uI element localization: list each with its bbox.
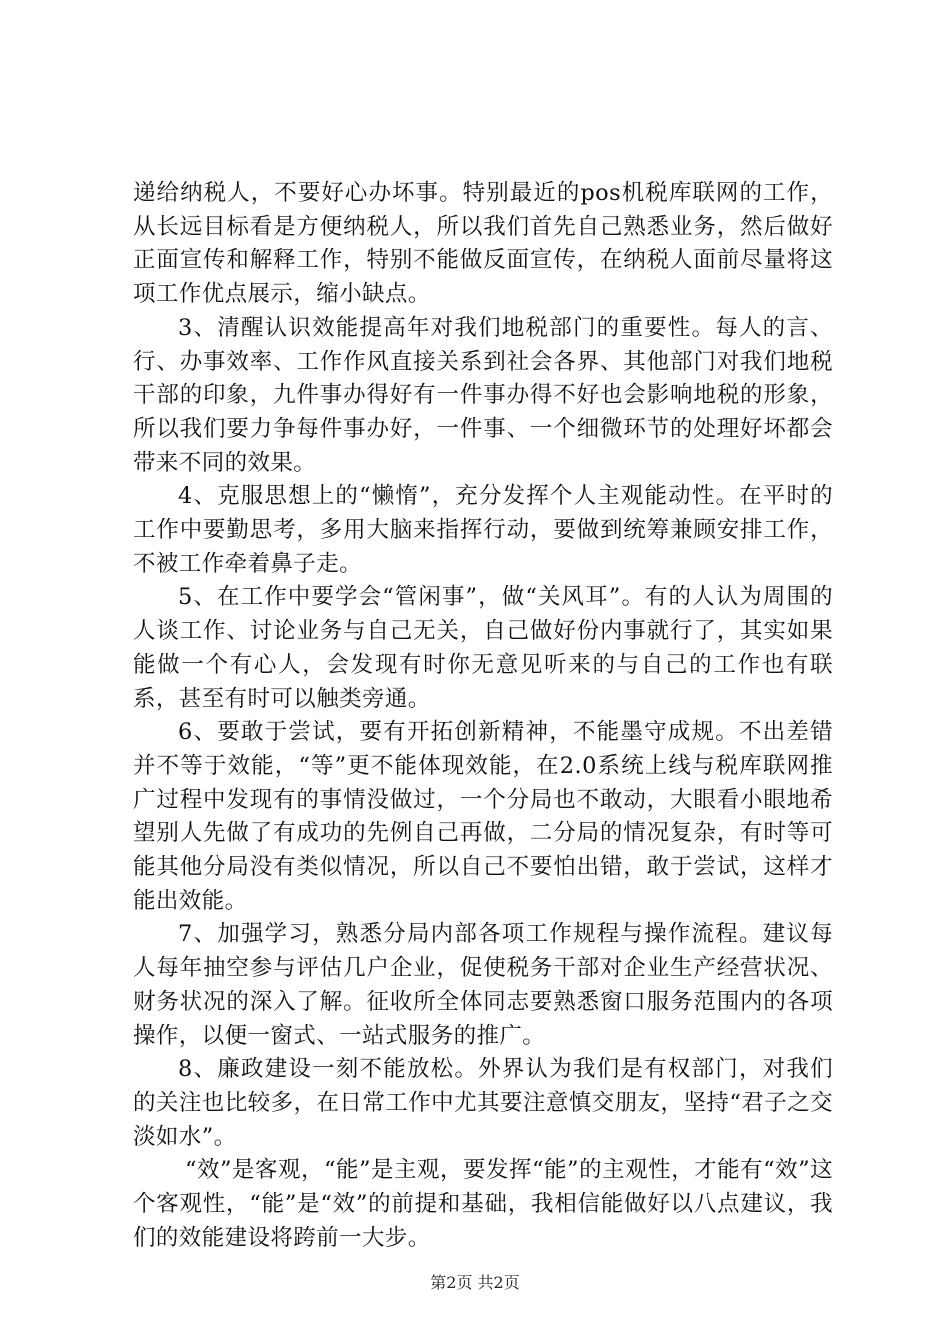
paragraph-continuation: 递给纳税人，不要好心办坏事。特别最近的pos机税库联网的工作，从长远目标看是方便纳税人，所以我们首先自己熟悉业务，然后做好正面宣传和解释工作，特别不能做反面宣传，在纳税人面前尽量将这项工作优点展示，缩小缺点。 [133,180,833,308]
paragraph-item-5: 5、在工作中要学会“管闲事”，做“关风耳”。有的人认为周围的人谈工作、讨论业务与自己无关，自己做好份内事就行了，其实如果能做一个有心人，会发现有时你无意见听来的与自己的工作也有联系，甚至有时可以触类旁通。 [133,584,833,712]
page-footer: 第2页 共2页 [430,1273,520,1292]
paragraph-item-6: 6、要敢于尝试，要有开拓创新精神，不能墨守成规。不出差错并不等于效能，“等”更不能体现效能，在2.0系统上线与税库联网推广过程中发现有的事情没做过，一个分局也不敢动，大眼看小眼地希望别人先做了有成功的先例自己再做，二分局的情况复杂，有时等可能其他分局没有类似情况，所以自己不要怕出错，敢于尝试，这样才能出效能。 [133,719,833,914]
paragraph-item-3: 3、清醒认识效能提高年对我们地税部门的重要性。每人的言、行、办事效率、工作作风直接关系到社会各界、其他部门对我们地税干部的印象，九件事办得好有一件事办得不好也会影响地税的形象，所以我们要力争每件事办好，一件事、一个细微环节的处理好坏都会带来不同的效果。 [133,314,833,476]
paragraph-item-4: 4、克服思想上的“懒惰”，充分发挥个人主观能动性。在平时的工作中要勤思考，多用大脑来指挥行动，要做到统筹兼顾安排工作，不被工作牵着鼻子走。 [133,483,833,577]
paragraph-item-7: 7、加强学习，熟悉分局内部各项工作规程与操作流程。建议每人每年抽空参与评估几户企业，促使税务干部对企业生产经营状况、财务状况的深入了解。征收所全体同志要熟悉窗口服务范围内的各项操作，以便一窗式、一站式服务的推广。 [133,921,833,1049]
paragraph-item-8: 8、廉政建设一刻不能放松。外界认为我们是有权部门，对我们的关注也比较多，在日常工作中尤其要注意慎交朋友，坚持“君子之交淡如水”。 [133,1056,833,1150]
paragraph-conclusion: “效”是客观，“能”是主观，要发挥“能”的主观性，才能有“效”这个客观性，“能”是“效”的前提和基础，我相信能做好以八点建议，我们的效能建设将跨前一大步。 [133,1157,833,1251]
document-body [133,177,833,1256]
